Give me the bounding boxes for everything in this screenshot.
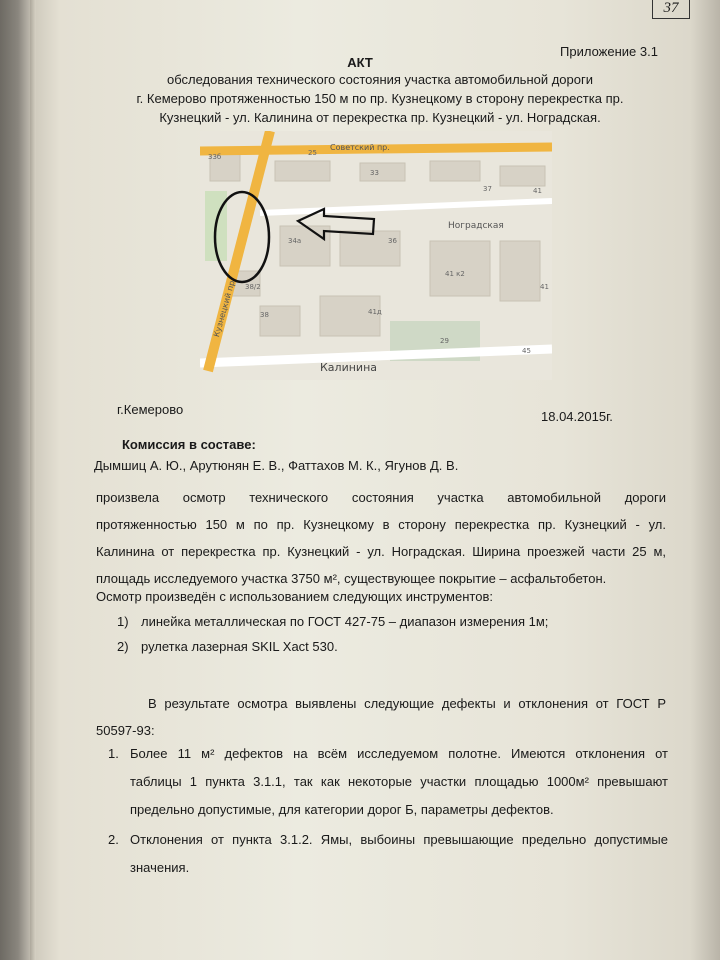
street-label: Калинина bbox=[320, 361, 378, 374]
building-number: 25 bbox=[308, 149, 317, 157]
header-line: обследования технического состояния участка автомобильной дороги bbox=[166, 72, 594, 87]
defect-line: таблицы 1 пункта 3.1.1, так как некоторые участки площадью 1000м² превышают bbox=[130, 774, 668, 789]
tool-item bbox=[117, 614, 548, 629]
inspection-line: произвела осмотр технического состояния участка автомобильной дороги bbox=[96, 490, 666, 505]
defect-item bbox=[108, 826, 668, 882]
defect-line: Отклонения от пункта 3.1.2. Ямы, выбоины превышающие предельно допустимые bbox=[130, 832, 668, 847]
building-number: 33 bbox=[370, 169, 379, 177]
page-number: 37 bbox=[652, 0, 690, 19]
defect-item bbox=[108, 740, 668, 824]
building-number: 29 bbox=[440, 337, 449, 345]
tool-text: рулетка лазерная SKIL Xact 530. bbox=[141, 639, 338, 654]
building-number: 41 к2 bbox=[445, 270, 465, 278]
building-number: 34а bbox=[288, 237, 302, 245]
inspection-line: Калинина от перекрестка пр. Кузнецкий - ул. Ноградская. Ширина проезжей части 25 м, bbox=[96, 544, 666, 559]
building-number: 41д bbox=[368, 308, 382, 316]
street-label: Ноградская bbox=[448, 221, 504, 231]
commission-members: Дымшиц А. Ю., Арутюнян Е. В., Фаттахов М. К., Ягунов Д. В. bbox=[94, 458, 459, 473]
street-label: Советский пр. bbox=[330, 143, 390, 152]
page-edge bbox=[30, 0, 36, 960]
tool-number: 2) bbox=[117, 639, 129, 654]
defect-line: Более 11 м² дефектов на всём исследуемом полотне. Имеются отклонения от bbox=[130, 746, 668, 761]
tool-text: линейка металлическая по ГОСТ 427-75 – диапазон измерения 1м; bbox=[141, 614, 549, 629]
defect-number: 2. bbox=[108, 832, 119, 847]
defect-line: предельно допустимые, для категории дорог Б, параметры дефектов. bbox=[130, 802, 554, 817]
building-number: 45 bbox=[522, 347, 531, 355]
tool-number: 1) bbox=[117, 614, 129, 629]
defect-number: 1. bbox=[108, 746, 119, 761]
date: 18.04.2015г. bbox=[541, 409, 613, 424]
document-title: АКТ bbox=[347, 55, 373, 70]
building-number: 33б bbox=[208, 153, 222, 161]
appendix-label: Приложение 3.1 bbox=[560, 44, 658, 59]
inspection-paragraph bbox=[96, 484, 666, 592]
header-line: г. Кемерово протяженностью 150 м по пр. Кузнецкому в сторону перекрестка пр. bbox=[136, 91, 624, 106]
street-label: Кузнецкий пр. bbox=[211, 277, 238, 339]
tool-item bbox=[117, 639, 338, 654]
building-number: 41 bbox=[540, 283, 549, 291]
inspection-line: протяженностью 150 м по пр. Кузнецкому в сторону перекрестка пр. Кузнецкий - ул. bbox=[96, 517, 666, 532]
building-number: 38/2 bbox=[245, 283, 261, 291]
defect-line: значения. bbox=[130, 860, 190, 875]
inspection-line: площадь исследуемого участка 3750 м², существующее покрытие – асфальтобетон. bbox=[96, 571, 607, 586]
commission-heading: Комиссия в составе: bbox=[122, 437, 256, 452]
result-paragraph bbox=[96, 690, 666, 744]
result-line: В результате осмотра выявлены следующие дефекты и отклонения от ГОСТ Р bbox=[148, 696, 666, 711]
tools-intro: Осмотр произведён с использованием следующих инструментов: bbox=[96, 589, 493, 604]
building-number: 37 bbox=[483, 185, 492, 193]
building-number: 41 bbox=[533, 187, 542, 195]
location-map bbox=[200, 131, 552, 380]
header-line: Кузнецкий - ул. Калинина от перекрестка пр. Кузнецкий - ул. Ноградская. bbox=[159, 110, 601, 125]
city: г.Кемерово bbox=[117, 402, 184, 417]
result-line: 50597-93: bbox=[96, 723, 155, 738]
building-number: 38 bbox=[260, 311, 269, 319]
building-number: 36 bbox=[388, 237, 397, 245]
